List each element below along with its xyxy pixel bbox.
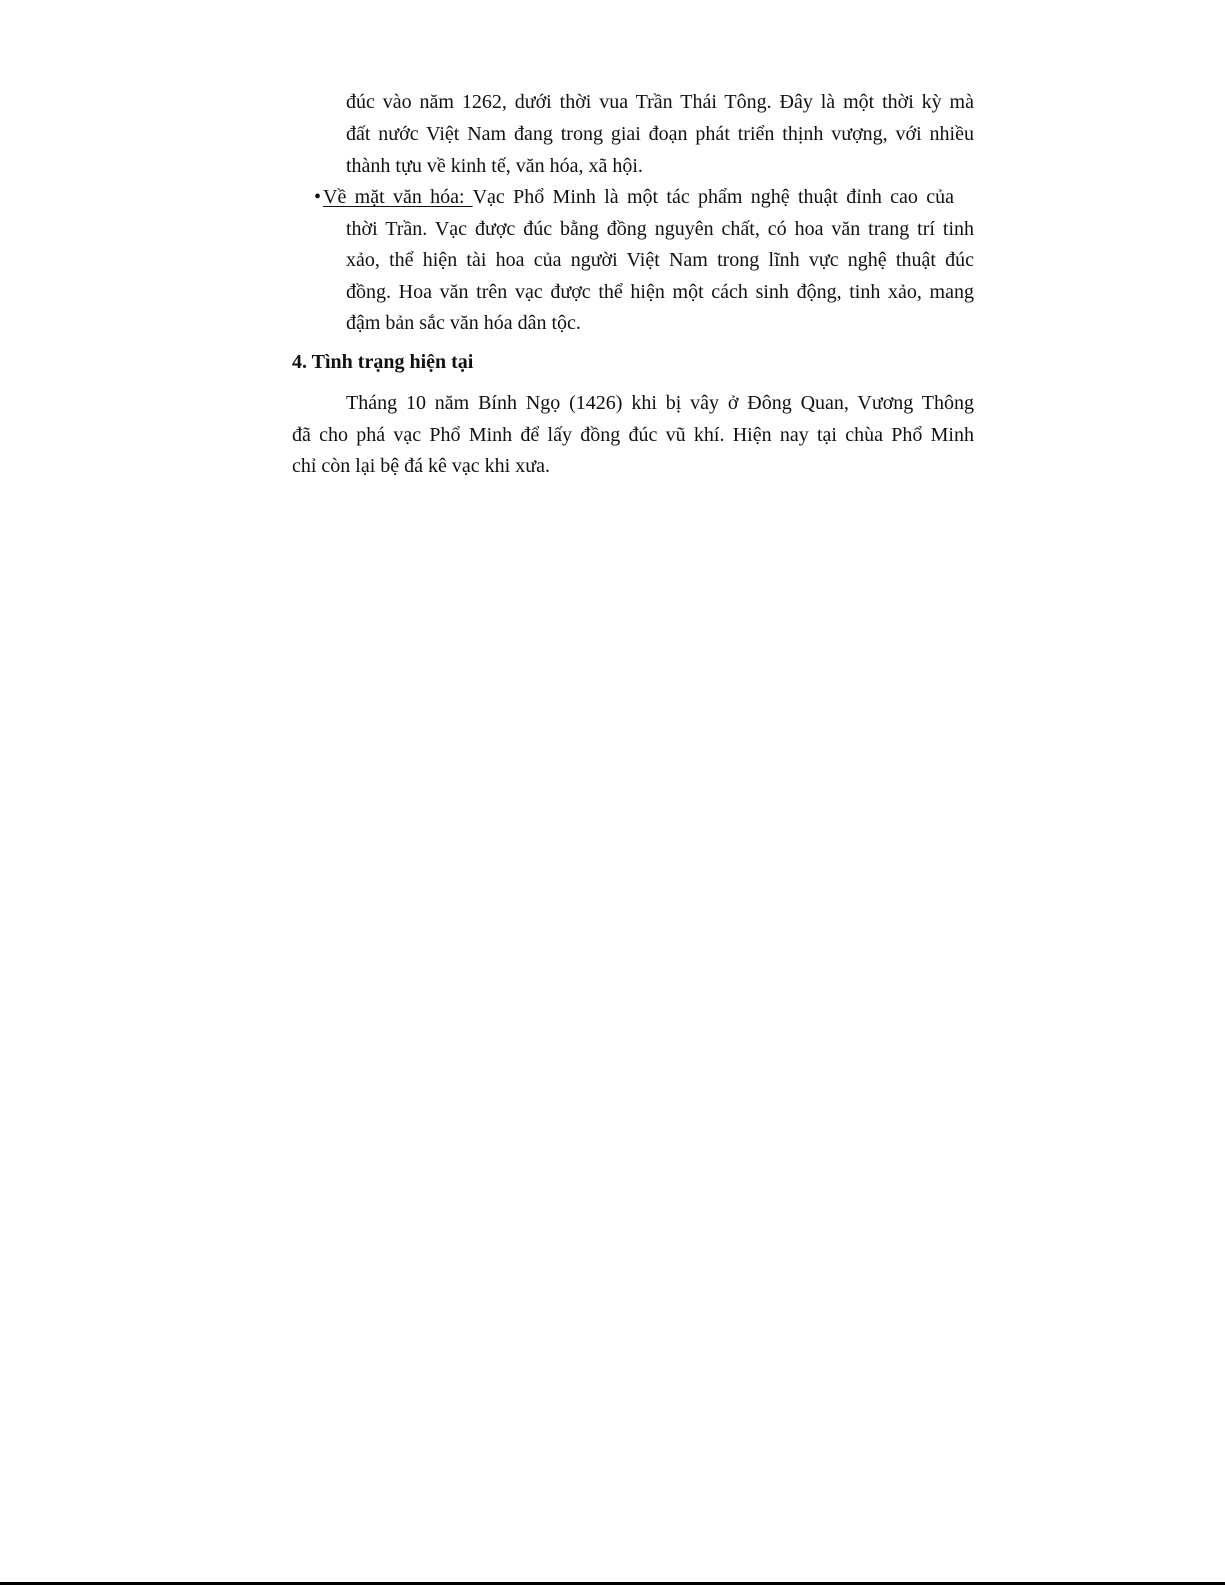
paragraph-line: thành tựu về kinh tế, văn hóa, xã hội. — [346, 155, 643, 177]
paragraph-line: đã cho phá vạc Phổ Minh để lấy đồng đúc vũ khí. Hiện nay tại chùa Phổ Minh — [292, 424, 974, 446]
paragraph-line: đất nước Việt Nam đang trong giai đoạn phát triển thịnh vượng, với nhiều — [346, 123, 974, 145]
bullet-icon: • — [314, 186, 322, 208]
bullet-line: thời Trần. Vạc được đúc bằng đồng nguyên chất, có hoa văn trang trí tinh — [346, 218, 974, 240]
bullet-line: đồng. Hoa văn trên vạc được thể hiện một cách sinh động, tinh xảo, mang — [346, 281, 974, 303]
bullet-label: Về mặt văn hóa: — [323, 186, 473, 208]
bullet-item-culture — [314, 186, 954, 208]
bullet-first-line-text: Vạc Phổ Minh là một tác phẩm nghệ thuật đỉnh cao của — [472, 186, 955, 208]
paragraph-line: Tháng 10 năm Bính Ngọ (1426) khi bị vây ở Đông Quan, Vương Thông — [346, 392, 974, 414]
paragraph-line: chỉ còn lại bệ đá kê vạc khi xưa. — [292, 455, 550, 477]
bullet-line: đậm bản sắc văn hóa dân tộc. — [346, 312, 581, 334]
bullet-line: xảo, thể hiện tài hoa của người Việt Nam trong lĩnh vực nghệ thuật đúc — [346, 249, 974, 271]
paragraph-line: đúc vào năm 1262, dưới thời vua Trần Thái Tông. Đây là một thời kỳ mà — [346, 91, 974, 113]
section-heading: 4. Tình trạng hiện tại — [292, 351, 474, 373]
